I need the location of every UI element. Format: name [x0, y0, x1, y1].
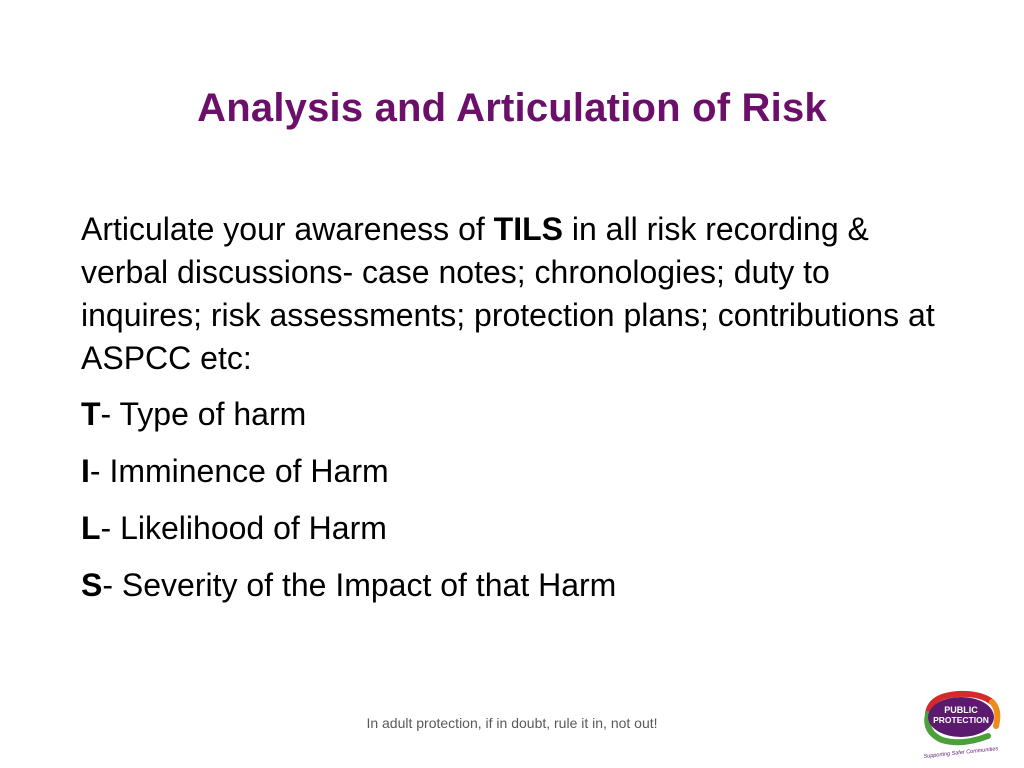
- tils-item-severity: [81, 564, 951, 607]
- intro-text-after: in all risk recording & verbal discussions- case notes; chronologies; duty to inquires; risk assessments; protection plans; contributions at ASPCC etc:: [81, 211, 935, 376]
- tils-text: - Imminence of Harm: [89, 453, 389, 489]
- intro-text-before: Articulate your awareness of: [81, 211, 494, 247]
- tils-text: - Type of harm: [100, 396, 307, 432]
- slide-body: [81, 208, 951, 621]
- logo-tagline: Supporting Safer Communities: [923, 746, 999, 760]
- tils-item-likelihood: [81, 507, 951, 550]
- intro-emphasis: TILS: [493, 211, 563, 247]
- tils-letter: S: [81, 567, 103, 603]
- slide-footer: In adult protection, if in doubt, rule it in, not out!: [366, 715, 658, 731]
- tils-item-type: [81, 393, 951, 436]
- tils-item-imminence: [81, 450, 951, 493]
- tils-letter: L: [81, 510, 101, 546]
- tils-text: - Likelihood of Harm: [100, 510, 387, 546]
- intro-paragraph: [81, 208, 951, 380]
- public-protection-logo: [918, 688, 1004, 760]
- logo-line1: PUBLIC: [944, 705, 978, 715]
- logo-line2: PROTECTION: [933, 715, 989, 725]
- tils-letter: I: [81, 453, 90, 489]
- tils-letter: T: [81, 396, 101, 432]
- tils-text: - Severity of the Impact of that Harm: [102, 567, 617, 603]
- slide-title: Analysis and Articulation of Risk: [197, 86, 827, 130]
